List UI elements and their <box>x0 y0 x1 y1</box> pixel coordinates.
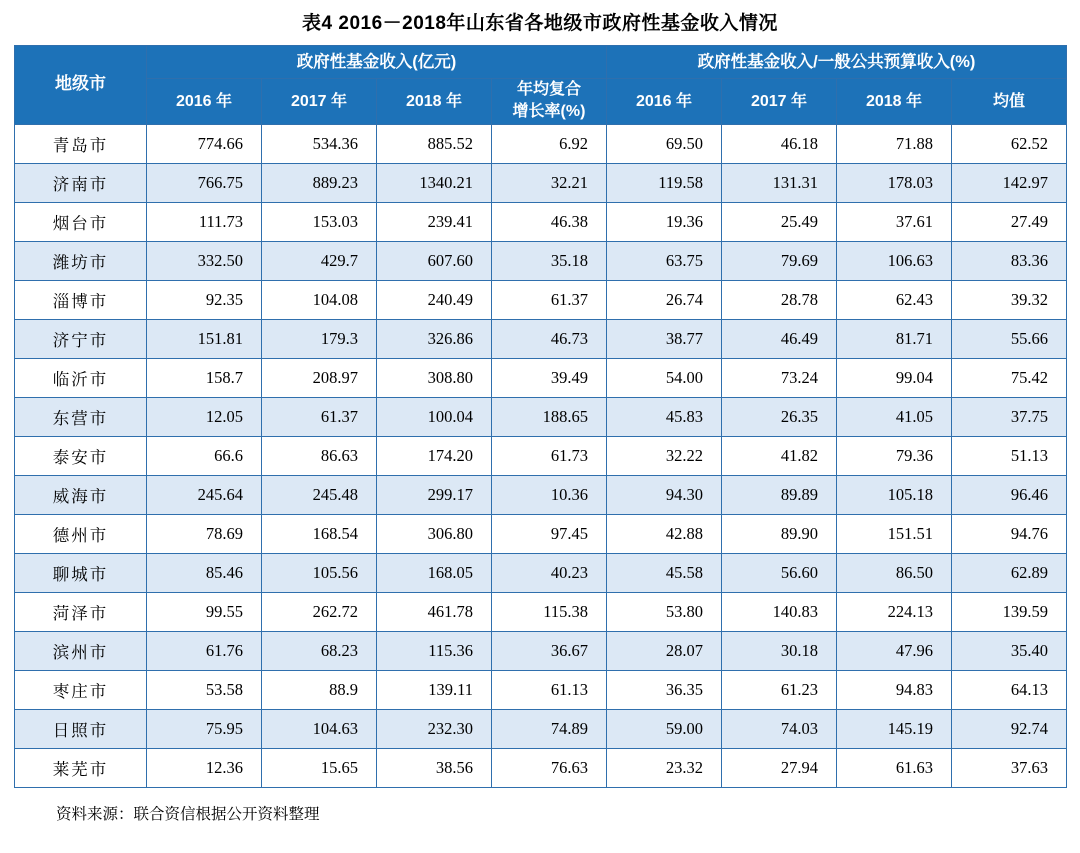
cell-r2017: 56.60 <box>722 553 837 592</box>
cell-v2018: 168.05 <box>377 553 492 592</box>
cell-city: 德州市 <box>15 514 147 553</box>
cell-ravg: 94.76 <box>952 514 1067 553</box>
cell-v2016: 774.66 <box>147 124 262 163</box>
cell-v2018: 100.04 <box>377 397 492 436</box>
header-fund-cagr <box>492 79 607 125</box>
cell-v2018: 240.49 <box>377 280 492 319</box>
cell-r2018: 94.83 <box>837 670 952 709</box>
table-row <box>15 280 1067 319</box>
cell-v2017: 15.65 <box>262 748 377 787</box>
cell-v2018: 461.78 <box>377 592 492 631</box>
table-row <box>15 124 1067 163</box>
cell-v2017: 104.63 <box>262 709 377 748</box>
cell-r2016: 45.58 <box>607 553 722 592</box>
cell-city: 滨州市 <box>15 631 147 670</box>
table-row <box>15 397 1067 436</box>
cell-v2018: 174.20 <box>377 436 492 475</box>
cell-cagr: 39.49 <box>492 358 607 397</box>
header-ratio-2016: 2016 年 <box>607 79 722 125</box>
cell-r2016: 69.50 <box>607 124 722 163</box>
cell-r2017: 79.69 <box>722 241 837 280</box>
cell-city: 枣庄市 <box>15 670 147 709</box>
cell-r2018: 224.13 <box>837 592 952 631</box>
table-row <box>15 670 1067 709</box>
cell-cagr: 36.67 <box>492 631 607 670</box>
table-row <box>15 358 1067 397</box>
table-row <box>15 163 1067 202</box>
cell-r2016: 53.80 <box>607 592 722 631</box>
cell-r2017: 89.89 <box>722 475 837 514</box>
cell-city: 聊城市 <box>15 553 147 592</box>
cell-r2017: 27.94 <box>722 748 837 787</box>
cell-v2018: 38.56 <box>377 748 492 787</box>
cell-cagr: 61.13 <box>492 670 607 709</box>
cell-cagr: 74.89 <box>492 709 607 748</box>
cell-v2018: 1340.21 <box>377 163 492 202</box>
table-row <box>15 592 1067 631</box>
cell-ravg: 64.13 <box>952 670 1067 709</box>
cell-v2016: 111.73 <box>147 202 262 241</box>
cell-r2018: 62.43 <box>837 280 952 319</box>
header-group-fund-ratio: 政府性基金收入/一般公共预算收入(%) <box>607 46 1067 79</box>
cell-v2018: 308.80 <box>377 358 492 397</box>
cell-v2017: 88.9 <box>262 670 377 709</box>
table-row <box>15 631 1067 670</box>
cell-r2016: 32.22 <box>607 436 722 475</box>
table-row <box>15 202 1067 241</box>
cell-cagr: 61.37 <box>492 280 607 319</box>
cell-r2017: 74.03 <box>722 709 837 748</box>
cell-r2016: 45.83 <box>607 397 722 436</box>
cell-cagr: 61.73 <box>492 436 607 475</box>
cell-r2017: 41.82 <box>722 436 837 475</box>
cell-r2018: 178.03 <box>837 163 952 202</box>
cell-cagr: 46.38 <box>492 202 607 241</box>
cell-ravg: 83.36 <box>952 241 1067 280</box>
cell-r2016: 38.77 <box>607 319 722 358</box>
cell-r2017: 131.31 <box>722 163 837 202</box>
cell-v2017: 889.23 <box>262 163 377 202</box>
cell-v2016: 332.50 <box>147 241 262 280</box>
cell-r2016: 42.88 <box>607 514 722 553</box>
cell-v2016: 151.81 <box>147 319 262 358</box>
header-ratio-2017: 2017 年 <box>722 79 837 125</box>
cell-v2016: 245.64 <box>147 475 262 514</box>
cell-r2018: 99.04 <box>837 358 952 397</box>
cell-v2017: 68.23 <box>262 631 377 670</box>
header-fund-2018: 2018 年 <box>377 79 492 125</box>
header-ratio-2018: 2018 年 <box>837 79 952 125</box>
cell-ravg: 62.89 <box>952 553 1067 592</box>
table-row <box>15 475 1067 514</box>
cell-r2017: 61.23 <box>722 670 837 709</box>
cell-v2016: 75.95 <box>147 709 262 748</box>
cell-r2017: 46.18 <box>722 124 837 163</box>
cell-city: 济宁市 <box>15 319 147 358</box>
cell-v2017: 429.7 <box>262 241 377 280</box>
cell-v2017: 86.63 <box>262 436 377 475</box>
header-fund-cagr-line2: 增长率(%) <box>512 103 586 121</box>
cell-r2016: 63.75 <box>607 241 722 280</box>
cell-v2017: 262.72 <box>262 592 377 631</box>
cell-v2016: 85.46 <box>147 553 262 592</box>
cell-r2018: 71.88 <box>837 124 952 163</box>
cell-r2016: 94.30 <box>607 475 722 514</box>
cell-v2016: 158.7 <box>147 358 262 397</box>
cell-v2017: 245.48 <box>262 475 377 514</box>
cell-v2018: 139.11 <box>377 670 492 709</box>
cell-r2017: 46.49 <box>722 319 837 358</box>
cell-ravg: 51.13 <box>952 436 1067 475</box>
table-row <box>15 748 1067 787</box>
header-ratio-average: 均值 <box>952 79 1067 125</box>
cell-v2016: 12.05 <box>147 397 262 436</box>
cell-ravg: 62.52 <box>952 124 1067 163</box>
header-fund-cagr-line1: 年均复合 <box>516 81 581 98</box>
cell-r2018: 47.96 <box>837 631 952 670</box>
cell-v2018: 607.60 <box>377 241 492 280</box>
cell-cagr: 10.36 <box>492 475 607 514</box>
cell-r2018: 86.50 <box>837 553 952 592</box>
cell-r2018: 37.61 <box>837 202 952 241</box>
cell-ravg: 75.42 <box>952 358 1067 397</box>
cell-ravg: 37.75 <box>952 397 1067 436</box>
cell-v2018: 115.36 <box>377 631 492 670</box>
table-row <box>15 319 1067 358</box>
cell-ravg: 39.32 <box>952 280 1067 319</box>
cell-r2018: 106.63 <box>837 241 952 280</box>
cell-city: 日照市 <box>15 709 147 748</box>
cell-ravg: 139.59 <box>952 592 1067 631</box>
cell-v2018: 232.30 <box>377 709 492 748</box>
cell-city: 威海市 <box>15 475 147 514</box>
cell-r2018: 145.19 <box>837 709 952 748</box>
cell-ravg: 55.66 <box>952 319 1067 358</box>
cell-r2017: 89.90 <box>722 514 837 553</box>
cell-city: 淄博市 <box>15 280 147 319</box>
cell-city: 菏泽市 <box>15 592 147 631</box>
cell-r2017: 25.49 <box>722 202 837 241</box>
table-row <box>15 553 1067 592</box>
cell-cagr: 76.63 <box>492 748 607 787</box>
cell-ravg: 96.46 <box>952 475 1067 514</box>
cell-r2017: 28.78 <box>722 280 837 319</box>
header-group-fund-income: 政府性基金收入(亿元) <box>147 46 607 79</box>
cell-v2016: 99.55 <box>147 592 262 631</box>
cell-ravg: 142.97 <box>952 163 1067 202</box>
cell-v2017: 61.37 <box>262 397 377 436</box>
table-row <box>15 709 1067 748</box>
cell-v2018: 239.41 <box>377 202 492 241</box>
cell-cagr: 40.23 <box>492 553 607 592</box>
cell-r2016: 36.35 <box>607 670 722 709</box>
cell-cagr: 115.38 <box>492 592 607 631</box>
table-row <box>15 514 1067 553</box>
cell-v2016: 53.58 <box>147 670 262 709</box>
cell-r2016: 19.36 <box>607 202 722 241</box>
table-source-note: 资料来源：联合资信根据公开资料整理 <box>56 805 320 823</box>
cell-city: 济南市 <box>15 163 147 202</box>
cell-r2018: 61.63 <box>837 748 952 787</box>
cell-r2018: 81.71 <box>837 319 952 358</box>
cell-r2016: 23.32 <box>607 748 722 787</box>
cell-v2017: 168.54 <box>262 514 377 553</box>
cell-cagr: 97.45 <box>492 514 607 553</box>
cell-city: 临沂市 <box>15 358 147 397</box>
cell-cagr: 6.92 <box>492 124 607 163</box>
cell-ravg: 35.40 <box>952 631 1067 670</box>
cell-r2017: 26.35 <box>722 397 837 436</box>
cell-r2017: 30.18 <box>722 631 837 670</box>
cell-v2017: 104.08 <box>262 280 377 319</box>
table-row <box>15 436 1067 475</box>
cell-v2016: 61.76 <box>147 631 262 670</box>
cell-v2017: 534.36 <box>262 124 377 163</box>
cell-r2016: 28.07 <box>607 631 722 670</box>
table-header <box>15 46 1067 125</box>
cell-city: 青岛市 <box>15 124 147 163</box>
table-title: 表4 2016－2018年山东省各地级市政府性基金收入情况 <box>302 13 778 34</box>
cell-cagr: 46.73 <box>492 319 607 358</box>
cell-r2017: 73.24 <box>722 358 837 397</box>
cell-cagr: 35.18 <box>492 241 607 280</box>
cell-ravg: 92.74 <box>952 709 1067 748</box>
cell-city: 潍坊市 <box>15 241 147 280</box>
cell-r2016: 54.00 <box>607 358 722 397</box>
cell-v2018: 326.86 <box>377 319 492 358</box>
header-fund-2016: 2016 年 <box>147 79 262 125</box>
cell-r2018: 79.36 <box>837 436 952 475</box>
cell-r2018: 41.05 <box>837 397 952 436</box>
cell-v2018: 299.17 <box>377 475 492 514</box>
cell-ravg: 27.49 <box>952 202 1067 241</box>
cell-v2017: 179.3 <box>262 319 377 358</box>
cell-v2017: 105.56 <box>262 553 377 592</box>
cell-ravg: 37.63 <box>952 748 1067 787</box>
cell-city: 东营市 <box>15 397 147 436</box>
header-city: 地级市 <box>15 46 147 125</box>
cell-cagr: 32.21 <box>492 163 607 202</box>
cell-v2016: 92.35 <box>147 280 262 319</box>
cell-v2018: 306.80 <box>377 514 492 553</box>
cell-v2016: 766.75 <box>147 163 262 202</box>
cell-v2017: 153.03 <box>262 202 377 241</box>
cell-v2016: 12.36 <box>147 748 262 787</box>
cell-city: 莱芜市 <box>15 748 147 787</box>
header-fund-2017: 2017 年 <box>262 79 377 125</box>
cell-v2018: 885.52 <box>377 124 492 163</box>
cell-r2018: 105.18 <box>837 475 952 514</box>
table-row <box>15 241 1067 280</box>
cell-r2016: 26.74 <box>607 280 722 319</box>
table-body <box>15 124 1067 787</box>
cell-cagr: 188.65 <box>492 397 607 436</box>
cell-r2016: 119.58 <box>607 163 722 202</box>
cell-v2017: 208.97 <box>262 358 377 397</box>
cell-r2016: 59.00 <box>607 709 722 748</box>
cell-v2016: 66.6 <box>147 436 262 475</box>
cell-v2016: 78.69 <box>147 514 262 553</box>
cell-r2018: 151.51 <box>837 514 952 553</box>
cell-city: 烟台市 <box>15 202 147 241</box>
government-fund-income-table <box>14 45 1067 788</box>
cell-r2017: 140.83 <box>722 592 837 631</box>
cell-city: 泰安市 <box>15 436 147 475</box>
